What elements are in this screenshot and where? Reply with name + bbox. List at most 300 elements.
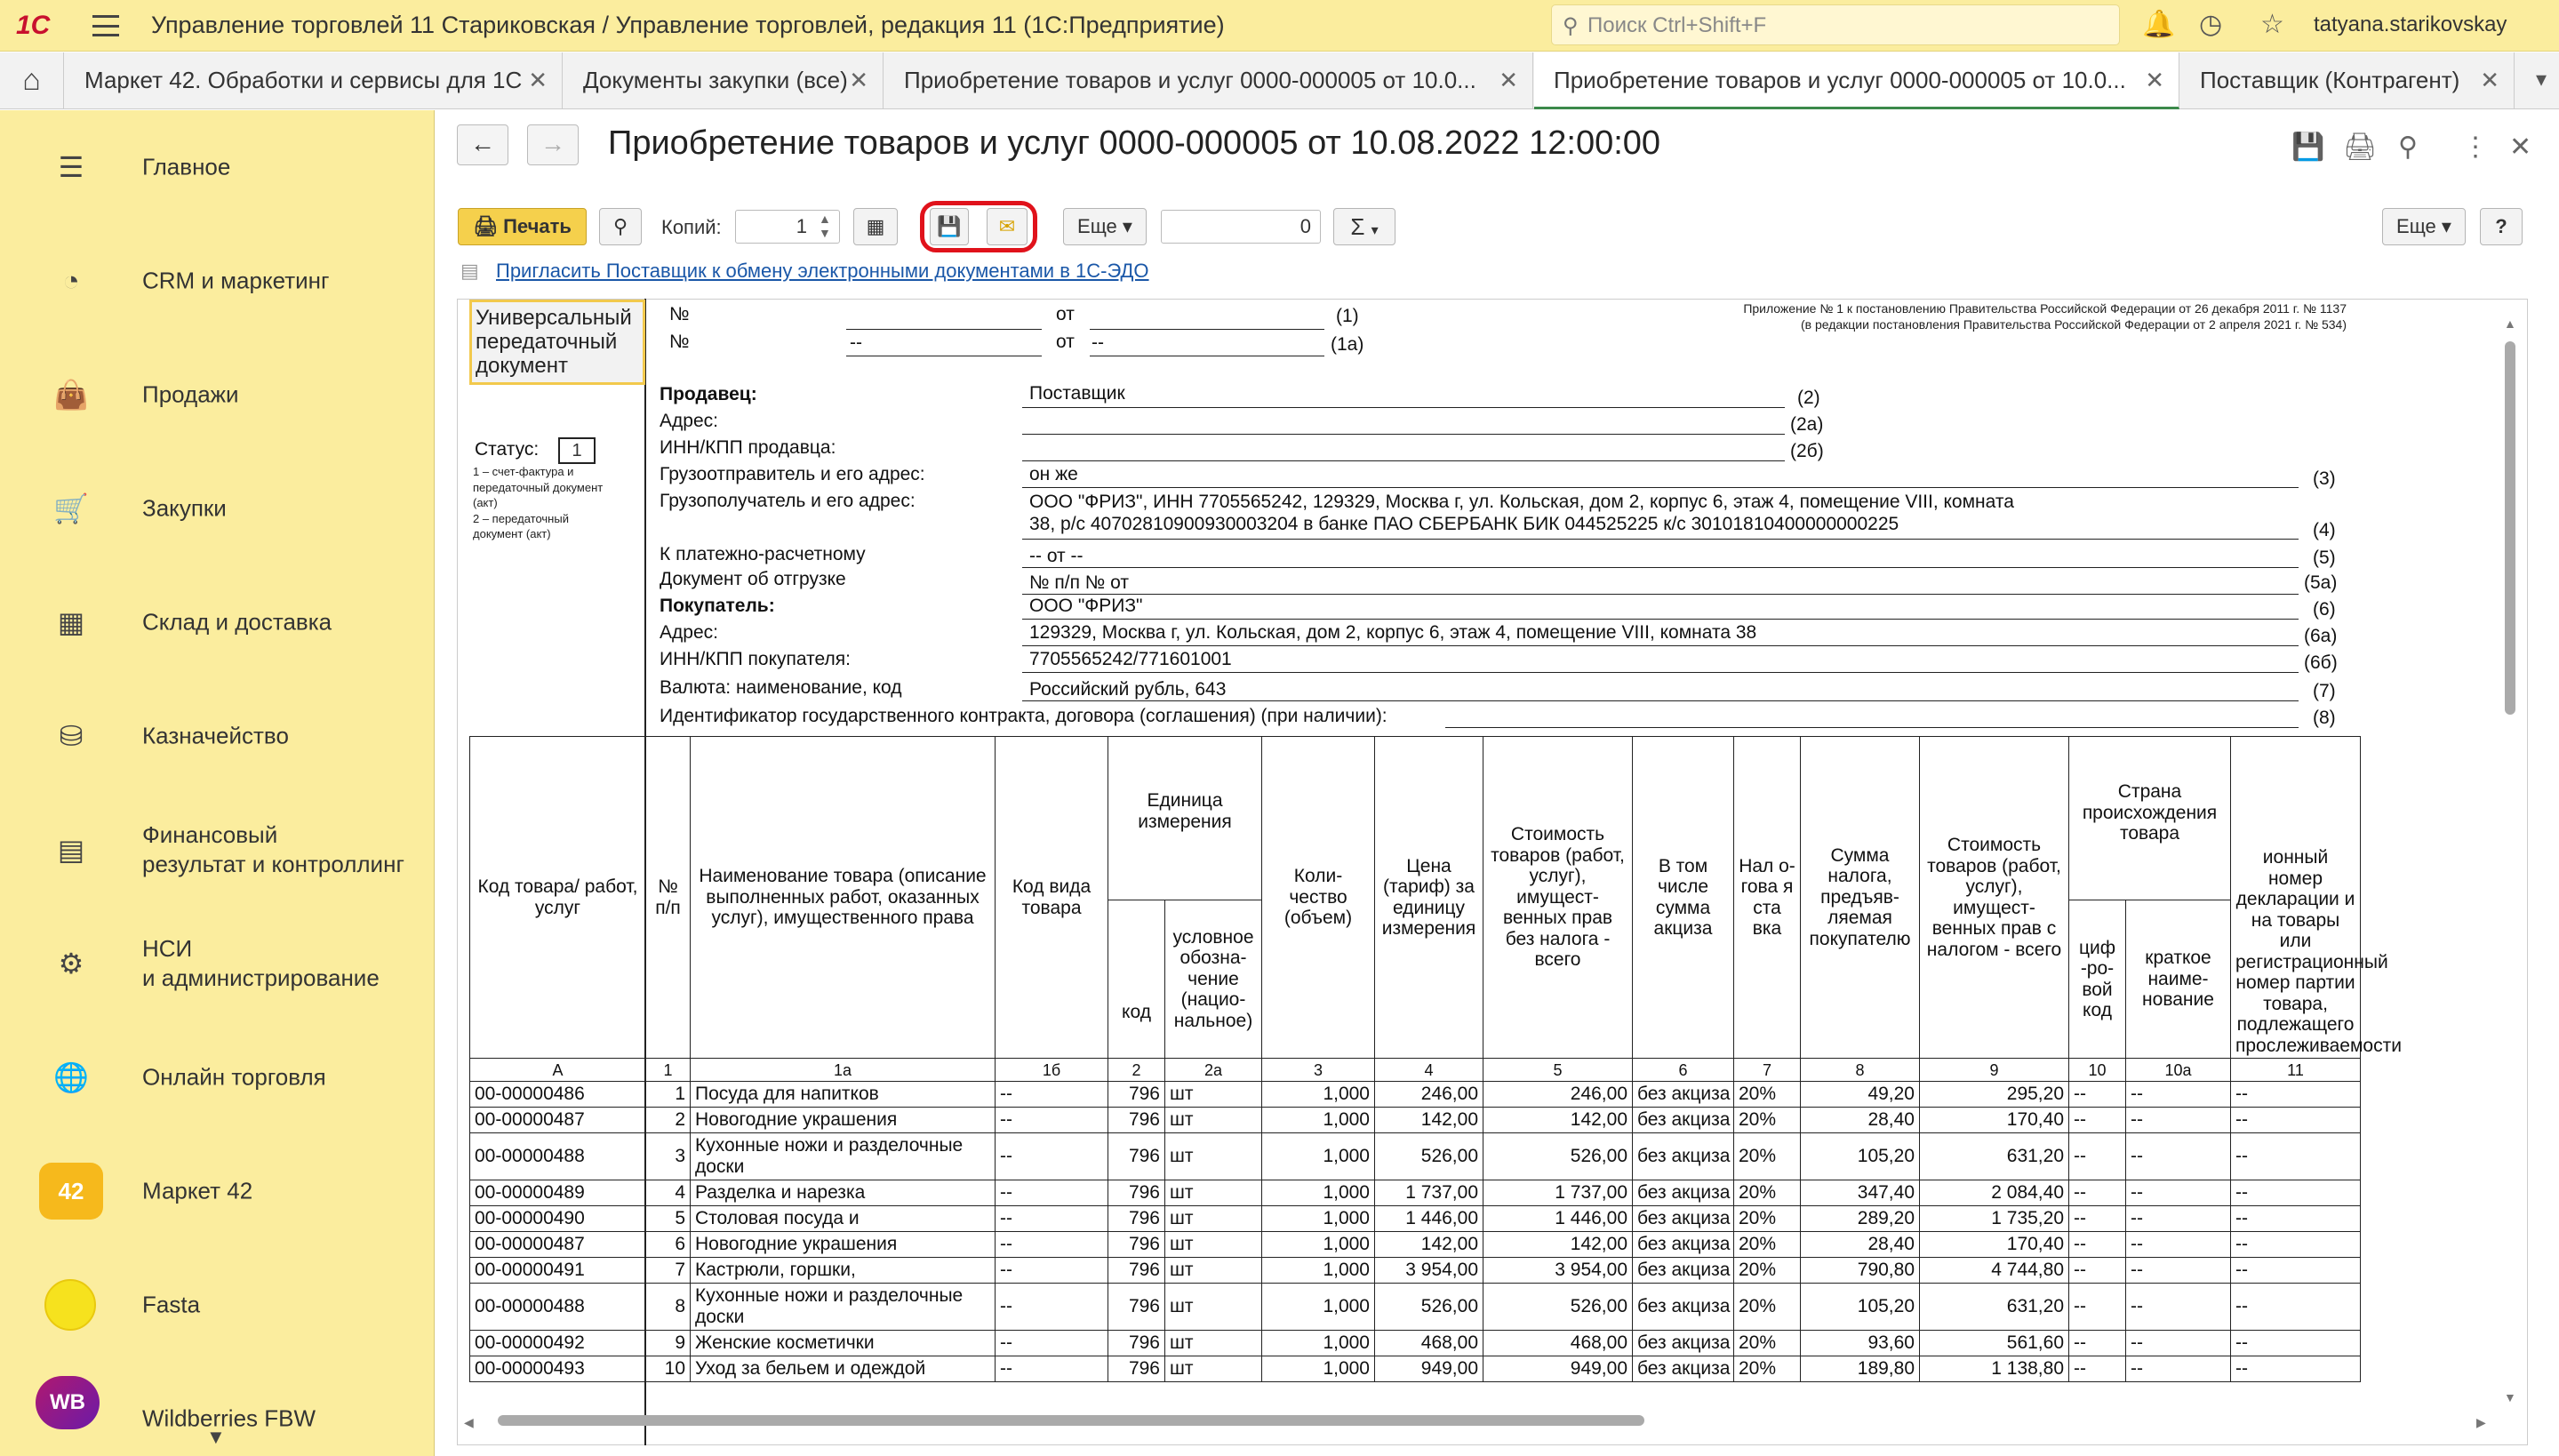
sidebar-item-main[interactable] bbox=[0, 123, 435, 212]
cell-excise: без акциза bbox=[1633, 1356, 1734, 1382]
app-title: Управление торговлей 11 Стариковская / Управление торговлей, редакция 11 (1С:Предприятие) bbox=[151, 12, 1225, 38]
tabs-bar bbox=[0, 52, 2559, 109]
sidebar-item-label: Финансовый результат и контроллинг bbox=[142, 821, 404, 877]
cell-rate: 20% bbox=[1734, 1180, 1801, 1206]
cell-code: 00-00000489 bbox=[470, 1180, 646, 1206]
cell-excise: без акциза bbox=[1633, 1180, 1734, 1206]
edo-icon: ▤ bbox=[460, 260, 479, 282]
cell-code: 00-00000491 bbox=[470, 1258, 646, 1284]
col-number: А bbox=[470, 1059, 646, 1082]
scroll-thumb[interactable] bbox=[2505, 341, 2515, 715]
correction-date-label: от bbox=[1056, 332, 1075, 352]
field-code: (2б) bbox=[1790, 441, 1824, 461]
status-value: 1 bbox=[558, 437, 596, 464]
field-label: ИНН/КПП покупателя: bbox=[660, 649, 851, 669]
cell-cn: -- bbox=[2126, 1180, 2231, 1206]
header-cell: Сумма налога, предъяв-ляемая покупателю bbox=[1801, 737, 1920, 1059]
cell-total: 170,40 bbox=[1920, 1108, 2069, 1133]
market42-icon: 42 bbox=[39, 1163, 103, 1220]
sidebar-item-label: Wildberries FBW bbox=[142, 1404, 316, 1432]
tab-market42[interactable] bbox=[65, 52, 563, 109]
correction-number: -- bbox=[850, 332, 862, 353]
cell-price: 142,00 bbox=[1375, 1232, 1483, 1258]
col-number: 5 bbox=[1483, 1059, 1633, 1082]
cell-qty: 1,000 bbox=[1262, 1258, 1375, 1284]
cell-tax: 28,40 bbox=[1801, 1232, 1920, 1258]
cell-total: 170,40 bbox=[1920, 1232, 2069, 1258]
grid-icon: ▦ bbox=[57, 606, 85, 638]
header-cell: Наименование товара (описание выполненных работ, оказанных услуг), имущественного права bbox=[691, 737, 996, 1059]
field-label: Идентификатор государственного контракта, договора (соглашения) (при наличии): bbox=[660, 706, 1387, 726]
fasta-icon bbox=[44, 1279, 96, 1331]
cell-n: 7 bbox=[646, 1258, 691, 1284]
cell-excise: без акциза bbox=[1633, 1284, 1734, 1331]
cell-cn: -- bbox=[2126, 1082, 2231, 1108]
close-icon[interactable]: ✕ bbox=[1499, 67, 1518, 93]
pie-chart-icon: ◔ bbox=[62, 264, 80, 297]
cell-ucode: 796 bbox=[1108, 1356, 1165, 1382]
header-cell: Коли-чество (объем) bbox=[1262, 737, 1375, 1059]
user-name[interactable]: tatyana.starikovskay bbox=[2314, 12, 2507, 36]
underline bbox=[1022, 434, 1785, 435]
underline bbox=[1090, 329, 1324, 330]
preview-button[interactable] bbox=[599, 208, 642, 245]
col-number: 3 bbox=[1262, 1059, 1375, 1082]
cell-code: 00-00000488 bbox=[470, 1284, 646, 1331]
header-cell: Код вида товара bbox=[996, 737, 1108, 1059]
field-label: Грузоотправитель и его адрес: bbox=[660, 464, 925, 484]
more-button[interactable]: Еще ▾ bbox=[1063, 208, 1147, 245]
cell-total: 1 138,80 bbox=[1920, 1356, 2069, 1382]
tab-label: Поставщик (Контрагент) bbox=[2200, 67, 2460, 93]
sum-field: 0 bbox=[1161, 210, 1321, 244]
cell-total: 295,20 bbox=[1920, 1082, 2069, 1108]
underline bbox=[1022, 407, 1785, 408]
help-button[interactable]: ? bbox=[2480, 208, 2523, 245]
header-cell: В том числе сумма акциза bbox=[1633, 737, 1734, 1059]
cell-name: Новогодние украшения bbox=[691, 1232, 996, 1258]
field-code: (6а) bbox=[2304, 626, 2338, 646]
field-code: (4) bbox=[2313, 520, 2336, 540]
cell-name: Кастрюли, горшки, bbox=[691, 1258, 996, 1284]
cell-cn: -- bbox=[2126, 1331, 2231, 1356]
cell-tax: 347,40 bbox=[1801, 1180, 1920, 1206]
cell-decl: -- bbox=[2231, 1108, 2361, 1133]
cell-excise: без акциза bbox=[1633, 1232, 1734, 1258]
table-icon: ▦ bbox=[866, 215, 885, 237]
sigma-icon: Σ bbox=[1350, 213, 1365, 240]
tab-label: Документы закупки (все) bbox=[583, 67, 848, 93]
vertical-scrollbar[interactable] bbox=[2503, 329, 2517, 1422]
col-number: 7 bbox=[1734, 1059, 1801, 1082]
horizontal-scrollbar[interactable] bbox=[480, 1413, 2498, 1428]
table-row bbox=[470, 1180, 2361, 1206]
coins-icon: ⛁ bbox=[59, 720, 84, 752]
col-number: 1а bbox=[691, 1059, 996, 1082]
cell-price: 1 446,00 bbox=[1375, 1206, 1483, 1232]
cell-total: 2 084,40 bbox=[1920, 1180, 2069, 1206]
cell-tax: 49,20 bbox=[1801, 1082, 1920, 1108]
cell-uname: шт bbox=[1165, 1284, 1262, 1331]
cell-decl: -- bbox=[2231, 1206, 2361, 1232]
cell-kind: -- bbox=[996, 1206, 1108, 1232]
tab-purchase-doc-2[interactable] bbox=[1534, 52, 2179, 109]
sidebar-item-treasury[interactable] bbox=[0, 692, 435, 780]
cell-kind: -- bbox=[996, 1232, 1108, 1258]
cell-cn: -- bbox=[2126, 1258, 2231, 1284]
preview-icon: ⚲ bbox=[612, 215, 628, 237]
correction-number-label: № bbox=[669, 332, 690, 352]
sidebar-item-label: CRM и маркетинг bbox=[142, 267, 330, 294]
scroll-thumb[interactable] bbox=[498, 1415, 1644, 1426]
cell-excise: без акциза bbox=[1633, 1082, 1734, 1108]
field-label: Адрес: bbox=[660, 411, 718, 431]
cell-n: 8 bbox=[646, 1284, 691, 1331]
logo-1c: 1С bbox=[16, 11, 51, 40]
save-icon[interactable]: 💾 bbox=[2291, 132, 2325, 162]
cell-ucode: 796 bbox=[1108, 1108, 1165, 1133]
cell-tax: 105,20 bbox=[1801, 1284, 1920, 1331]
cell-ucode: 796 bbox=[1108, 1331, 1165, 1356]
cell-name: Женские косметички bbox=[691, 1331, 996, 1356]
field-code: (1) bbox=[1336, 306, 1359, 326]
sidebar-item-crm[interactable] bbox=[0, 236, 435, 325]
forward-button[interactable]: → bbox=[527, 124, 579, 165]
cell-code: 00-00000486 bbox=[470, 1082, 646, 1108]
header-cell: Цена (тариф) за единицу измерения bbox=[1375, 737, 1483, 1059]
cell-total: 4 744,80 bbox=[1920, 1258, 2069, 1284]
field-code: (7) bbox=[2313, 681, 2336, 701]
header-cell: условное обозна-чение (нацио-нальное) bbox=[1165, 900, 1262, 1059]
underline bbox=[1022, 672, 2299, 673]
cell-qty: 1,000 bbox=[1262, 1232, 1375, 1258]
back-button[interactable]: ← bbox=[457, 124, 508, 165]
underline bbox=[1022, 594, 2299, 595]
cell-kind: -- bbox=[996, 1133, 1108, 1180]
cell-uname: шт bbox=[1165, 1258, 1262, 1284]
field-label: ИНН/КПП продавца: bbox=[660, 437, 836, 458]
cell-excise: без акциза bbox=[1633, 1331, 1734, 1356]
field-code: (6б) bbox=[2304, 652, 2338, 673]
cell-excise: без акциза bbox=[1633, 1206, 1734, 1232]
sidebar-item-market42[interactable] bbox=[0, 1147, 435, 1236]
main-menu-icon[interactable] bbox=[92, 15, 119, 36]
cell-code: 00-00000490 bbox=[470, 1206, 646, 1232]
cell-decl: -- bbox=[2231, 1082, 2361, 1108]
chevron-down-icon[interactable]: ▼ bbox=[206, 1426, 226, 1448]
sidebar-item-nsi[interactable] bbox=[0, 919, 435, 1008]
cell-n: 4 bbox=[646, 1180, 691, 1206]
chevron-down-icon[interactable]: ▾ bbox=[2535, 68, 2547, 92]
field-value: 7705565242/771601001 bbox=[1029, 649, 1232, 669]
table-row bbox=[470, 1331, 2361, 1356]
cell-tax: 289,20 bbox=[1801, 1206, 1920, 1232]
invite-edo-link[interactable]: Пригласить Поставщик к обмену электронными документами в 1С-ЭДО bbox=[496, 260, 1149, 282]
field-value: 129329, Москва г, ул. Кольская, дом 2, корпус 6, этаж 4, помещение VIII, комната 38 bbox=[1029, 622, 1757, 643]
cell-code: 00-00000488 bbox=[470, 1133, 646, 1180]
field-label: Грузополучатель и его адрес: bbox=[660, 491, 916, 511]
cell-ucode: 796 bbox=[1108, 1082, 1165, 1108]
close-icon[interactable]: ✕ bbox=[2480, 67, 2499, 93]
home-icon[interactable]: ⌂ bbox=[0, 52, 64, 109]
appendix-note-2: (в редакции постановления Правительства Российской Федерации от 2 апреля 2021 г. № 534) bbox=[1800, 317, 2347, 332]
cell-name: Новогодние украшения bbox=[691, 1108, 996, 1133]
sidebar-item-label: Главное bbox=[142, 153, 231, 180]
cell-excise: без акциза bbox=[1633, 1258, 1734, 1284]
appendix-note: Приложение № 1 к постановлению Правительства Российской Федерации от 26 декабря 2011 г. № 1137 bbox=[1743, 301, 2347, 316]
cell-cc: -- bbox=[2069, 1258, 2126, 1284]
sum-function-button[interactable]: Σ ▾ bbox=[1333, 208, 1395, 245]
invoice-table bbox=[469, 736, 2402, 1382]
sidebar-item-sales[interactable] bbox=[0, 350, 435, 439]
title-bar bbox=[0, 0, 2559, 52]
cell-n: 5 bbox=[646, 1206, 691, 1232]
cell-price: 526,00 bbox=[1375, 1284, 1483, 1331]
cell-price: 246,00 bbox=[1375, 1082, 1483, 1108]
table-row bbox=[470, 1206, 2361, 1232]
cell-kind: -- bbox=[996, 1108, 1108, 1133]
print-button[interactable]: 🖨 Печать bbox=[458, 208, 587, 245]
cell-tax: 790,80 bbox=[1801, 1258, 1920, 1284]
star-icon[interactable]: ☆ bbox=[2260, 10, 2284, 39]
col-number: 10а bbox=[2126, 1059, 2231, 1082]
cell-cost: 246,00 bbox=[1483, 1082, 1633, 1108]
history-icon[interactable]: ◷ bbox=[2199, 10, 2223, 39]
field-value: -- от -- bbox=[1029, 546, 1084, 566]
cell-cc: -- bbox=[2069, 1180, 2126, 1206]
cell-uname: шт bbox=[1165, 1082, 1262, 1108]
cell-price: 3 954,00 bbox=[1375, 1258, 1483, 1284]
preview-icon[interactable]: ⚲ bbox=[2398, 132, 2418, 162]
cell-cost: 1 737,00 bbox=[1483, 1180, 1633, 1206]
cell-ucode: 796 bbox=[1108, 1180, 1165, 1206]
cell-cc: -- bbox=[2069, 1108, 2126, 1133]
cell-qty: 1,000 bbox=[1262, 1108, 1375, 1133]
envelope-icon: ✉ bbox=[998, 215, 1016, 237]
scroll-right-icon[interactable]: ▶ bbox=[2476, 1415, 2486, 1429]
cell-cc: -- bbox=[2069, 1082, 2126, 1108]
cell-name: Кухонные ножи и разделочные доски bbox=[691, 1133, 996, 1180]
upd-title-cell[interactable]: Универсальный передаточный документ bbox=[469, 300, 645, 385]
cell-n: 3 bbox=[646, 1133, 691, 1180]
cell-price: 468,00 bbox=[1375, 1331, 1483, 1356]
tab-purchase-doc-1[interactable] bbox=[884, 52, 1533, 109]
header-cell: краткое наиме-нование bbox=[2126, 900, 2231, 1059]
scroll-up-icon[interactable]: ▲ bbox=[2504, 316, 2516, 331]
cell-price: 142,00 bbox=[1375, 1108, 1483, 1133]
cell-cn: -- bbox=[2126, 1356, 2231, 1382]
bell-icon[interactable]: 🔔 bbox=[2142, 10, 2176, 39]
cell-cc: -- bbox=[2069, 1331, 2126, 1356]
field-code: (5а) bbox=[2304, 572, 2338, 593]
close-icon[interactable]: ✕ bbox=[2509, 132, 2532, 162]
col-number: 2 bbox=[1108, 1059, 1165, 1082]
header-cell: ионный номер декларации и на товары или регистрационный номер партии товара, подлежащего прослеживаемости bbox=[2231, 737, 2361, 1059]
more-right-button[interactable]: Еще ▾ bbox=[2382, 208, 2466, 245]
cell-tax: 189,80 bbox=[1801, 1356, 1920, 1382]
cell-code: 00-00000493 bbox=[470, 1356, 646, 1382]
cell-cc: -- bbox=[2069, 1133, 2126, 1180]
cell-qty: 1,000 bbox=[1262, 1082, 1375, 1108]
more-button-label: Еще bbox=[2396, 215, 2436, 237]
print-icon[interactable]: 🖨 bbox=[2343, 132, 2378, 162]
cell-rate: 20% bbox=[1734, 1284, 1801, 1331]
cell-uname: шт bbox=[1165, 1180, 1262, 1206]
page-title: Приобретение товаров и услуг 0000-000005 от 10.08.2022 12:00:00 bbox=[608, 124, 1661, 162]
cell-cn: -- bbox=[2126, 1284, 2231, 1331]
field-value: ООО "ФРИЗ" bbox=[1029, 596, 1143, 616]
cell-kind: -- bbox=[996, 1284, 1108, 1331]
cell-decl: -- bbox=[2231, 1232, 2361, 1258]
save-icon: 💾 bbox=[937, 215, 962, 237]
col-number: 1б bbox=[996, 1059, 1108, 1082]
cell-cc: -- bbox=[2069, 1356, 2126, 1382]
field-label: Покупатель: bbox=[660, 596, 775, 616]
cell-total: 1 735,20 bbox=[1920, 1206, 2069, 1232]
cell-cost: 142,00 bbox=[1483, 1232, 1633, 1258]
sidebar-item-label: Казначейство bbox=[142, 722, 289, 749]
sidebar-item-label: Закупки bbox=[142, 494, 227, 522]
cell-rate: 20% bbox=[1734, 1206, 1801, 1232]
cell-kind: -- bbox=[996, 1082, 1108, 1108]
sidebar-item-label: Маркет 42 bbox=[142, 1177, 253, 1204]
field-value: Российский рубль, 643 bbox=[1029, 679, 1227, 700]
menu-icon: ☰ bbox=[58, 151, 84, 183]
col-number: 1 bbox=[646, 1059, 691, 1082]
close-icon[interactable]: ✕ bbox=[528, 67, 548, 93]
invoice-number-label: № bbox=[669, 304, 690, 324]
sidebar-item-label: Продажи bbox=[142, 380, 239, 408]
underline bbox=[1022, 460, 1785, 461]
header-cell: Страна происхождения товара bbox=[2069, 737, 2231, 900]
cell-price: 1 737,00 bbox=[1375, 1180, 1483, 1206]
cell-rate: 20% bbox=[1734, 1133, 1801, 1180]
cell-kind: -- bbox=[996, 1331, 1108, 1356]
cell-cost: 3 954,00 bbox=[1483, 1258, 1633, 1284]
header-cell: Стоимость товаров (работ, услуг), имущест-венных прав без налога - всего bbox=[1483, 737, 1633, 1059]
header-cell: код bbox=[1108, 900, 1165, 1059]
sidebar-item-label: Fasta bbox=[142, 1291, 201, 1318]
header-cell: циф -ро-вой код bbox=[2069, 900, 2126, 1059]
tab-label: Приобретение товаров и услуг 0000-000005 от 10.0... bbox=[1554, 67, 2126, 93]
underline bbox=[1445, 727, 2299, 728]
sidebar-item-finance[interactable] bbox=[0, 805, 435, 894]
field-label: Документ об отгрузке bbox=[660, 569, 846, 589]
cell-ucode: 796 bbox=[1108, 1232, 1165, 1258]
field-label: Валюта: наименование, код bbox=[660, 677, 902, 698]
cell-uname: шт bbox=[1165, 1206, 1262, 1232]
bag-icon: 👜 bbox=[53, 379, 89, 411]
cell-ucode: 796 bbox=[1108, 1258, 1165, 1284]
cell-cc: -- bbox=[2069, 1232, 2126, 1258]
sidebar-item-fasta[interactable] bbox=[0, 1260, 435, 1349]
field-label: Адрес: bbox=[660, 622, 718, 643]
col-number: 4 bbox=[1375, 1059, 1483, 1082]
cell-cost: 468,00 bbox=[1483, 1331, 1633, 1356]
field-code: (8) bbox=[2313, 708, 2336, 728]
cell-code: 00-00000487 bbox=[470, 1232, 646, 1258]
copies-input[interactable]: 1 bbox=[735, 210, 840, 244]
sidebar-item-warehouse[interactable] bbox=[0, 578, 435, 667]
table-settings-button[interactable] bbox=[853, 208, 898, 245]
cell-ucode: 796 bbox=[1108, 1284, 1165, 1331]
cell-uname: шт bbox=[1165, 1331, 1262, 1356]
cell-decl: -- bbox=[2231, 1331, 2361, 1356]
bar-chart-icon: ▤ bbox=[57, 834, 85, 866]
field-label: Продавец: bbox=[660, 384, 757, 404]
underline bbox=[1022, 700, 2299, 701]
scroll-left-icon[interactable]: ◀ bbox=[464, 1415, 474, 1429]
field-value: № п/п № от bbox=[1029, 572, 1129, 593]
sidebar-item-online[interactable] bbox=[0, 1033, 435, 1122]
underline bbox=[1022, 619, 2299, 620]
header-cell: Стоимость товаров (работ, услуг), имущест-венных прав с налогом - всего bbox=[1920, 737, 2069, 1059]
cell-decl: -- bbox=[2231, 1180, 2361, 1206]
invoice-date-label: от bbox=[1056, 304, 1075, 324]
table-row bbox=[470, 1133, 2361, 1180]
tab-supplier[interactable] bbox=[2180, 52, 2515, 109]
stepper-icon[interactable]: ▲ ▼ bbox=[819, 212, 831, 240]
cell-n: 10 bbox=[646, 1356, 691, 1382]
sidebar-item-label: Онлайн торговля bbox=[142, 1063, 326, 1091]
cell-rate: 20% bbox=[1734, 1108, 1801, 1133]
tab-purchase-docs[interactable] bbox=[564, 52, 884, 109]
close-icon[interactable]: ✕ bbox=[849, 67, 868, 93]
cell-price: 526,00 bbox=[1375, 1133, 1483, 1180]
close-icon[interactable]: ✕ bbox=[2145, 67, 2164, 93]
cell-decl: -- bbox=[2231, 1284, 2361, 1331]
more-vertical-icon[interactable]: ⋮ bbox=[2462, 132, 2489, 162]
underline bbox=[846, 329, 1042, 330]
cell-tax: 93,60 bbox=[1801, 1331, 1920, 1356]
cell-uname: шт bbox=[1165, 1232, 1262, 1258]
cell-kind: -- bbox=[996, 1356, 1108, 1382]
status-note: 1 – счет-фактура и передаточный документ (акт) 2 – передаточный документ (акт) bbox=[473, 465, 604, 540]
highlight-ring bbox=[920, 201, 1037, 252]
cell-n: 1 bbox=[646, 1082, 691, 1108]
cell-price: 949,00 bbox=[1375, 1356, 1483, 1382]
sidebar-item-label: Склад и доставка bbox=[142, 608, 332, 636]
field-label: К платежно-расчетному bbox=[660, 544, 866, 564]
search-input[interactable] bbox=[1551, 4, 2120, 45]
cell-code: 00-00000492 bbox=[470, 1331, 646, 1356]
header-cell: Код товара/ работ, услуг bbox=[470, 737, 646, 1059]
cell-name: Кухонные ножи и разделочные доски bbox=[691, 1284, 996, 1331]
cell-uname: шт bbox=[1165, 1356, 1262, 1382]
table-row bbox=[470, 1356, 2361, 1382]
cell-n: 9 bbox=[646, 1331, 691, 1356]
field-code: (3) bbox=[2313, 468, 2336, 489]
cell-rate: 20% bbox=[1734, 1232, 1801, 1258]
cell-cost: 142,00 bbox=[1483, 1108, 1633, 1133]
underline bbox=[1022, 567, 2299, 568]
cell-cc: -- bbox=[2069, 1284, 2126, 1331]
scroll-down-icon[interactable]: ▼ bbox=[2504, 1390, 2516, 1404]
sidebar-item-purchases[interactable] bbox=[0, 464, 435, 553]
table-row bbox=[470, 1082, 2361, 1108]
cell-qty: 1,000 bbox=[1262, 1180, 1375, 1206]
gear-icon: ⚙ bbox=[58, 948, 84, 980]
cell-cc: -- bbox=[2069, 1206, 2126, 1232]
cell-rate: 20% bbox=[1734, 1356, 1801, 1382]
sidebar bbox=[0, 110, 435, 1456]
correction-date: -- bbox=[1092, 332, 1104, 353]
cell-decl: -- bbox=[2231, 1133, 2361, 1180]
col-number: 10 bbox=[2069, 1059, 2126, 1082]
col-number: 11 bbox=[2231, 1059, 2361, 1082]
field-code: (1а) bbox=[1331, 334, 1364, 355]
cell-code: 00-00000487 bbox=[470, 1108, 646, 1133]
